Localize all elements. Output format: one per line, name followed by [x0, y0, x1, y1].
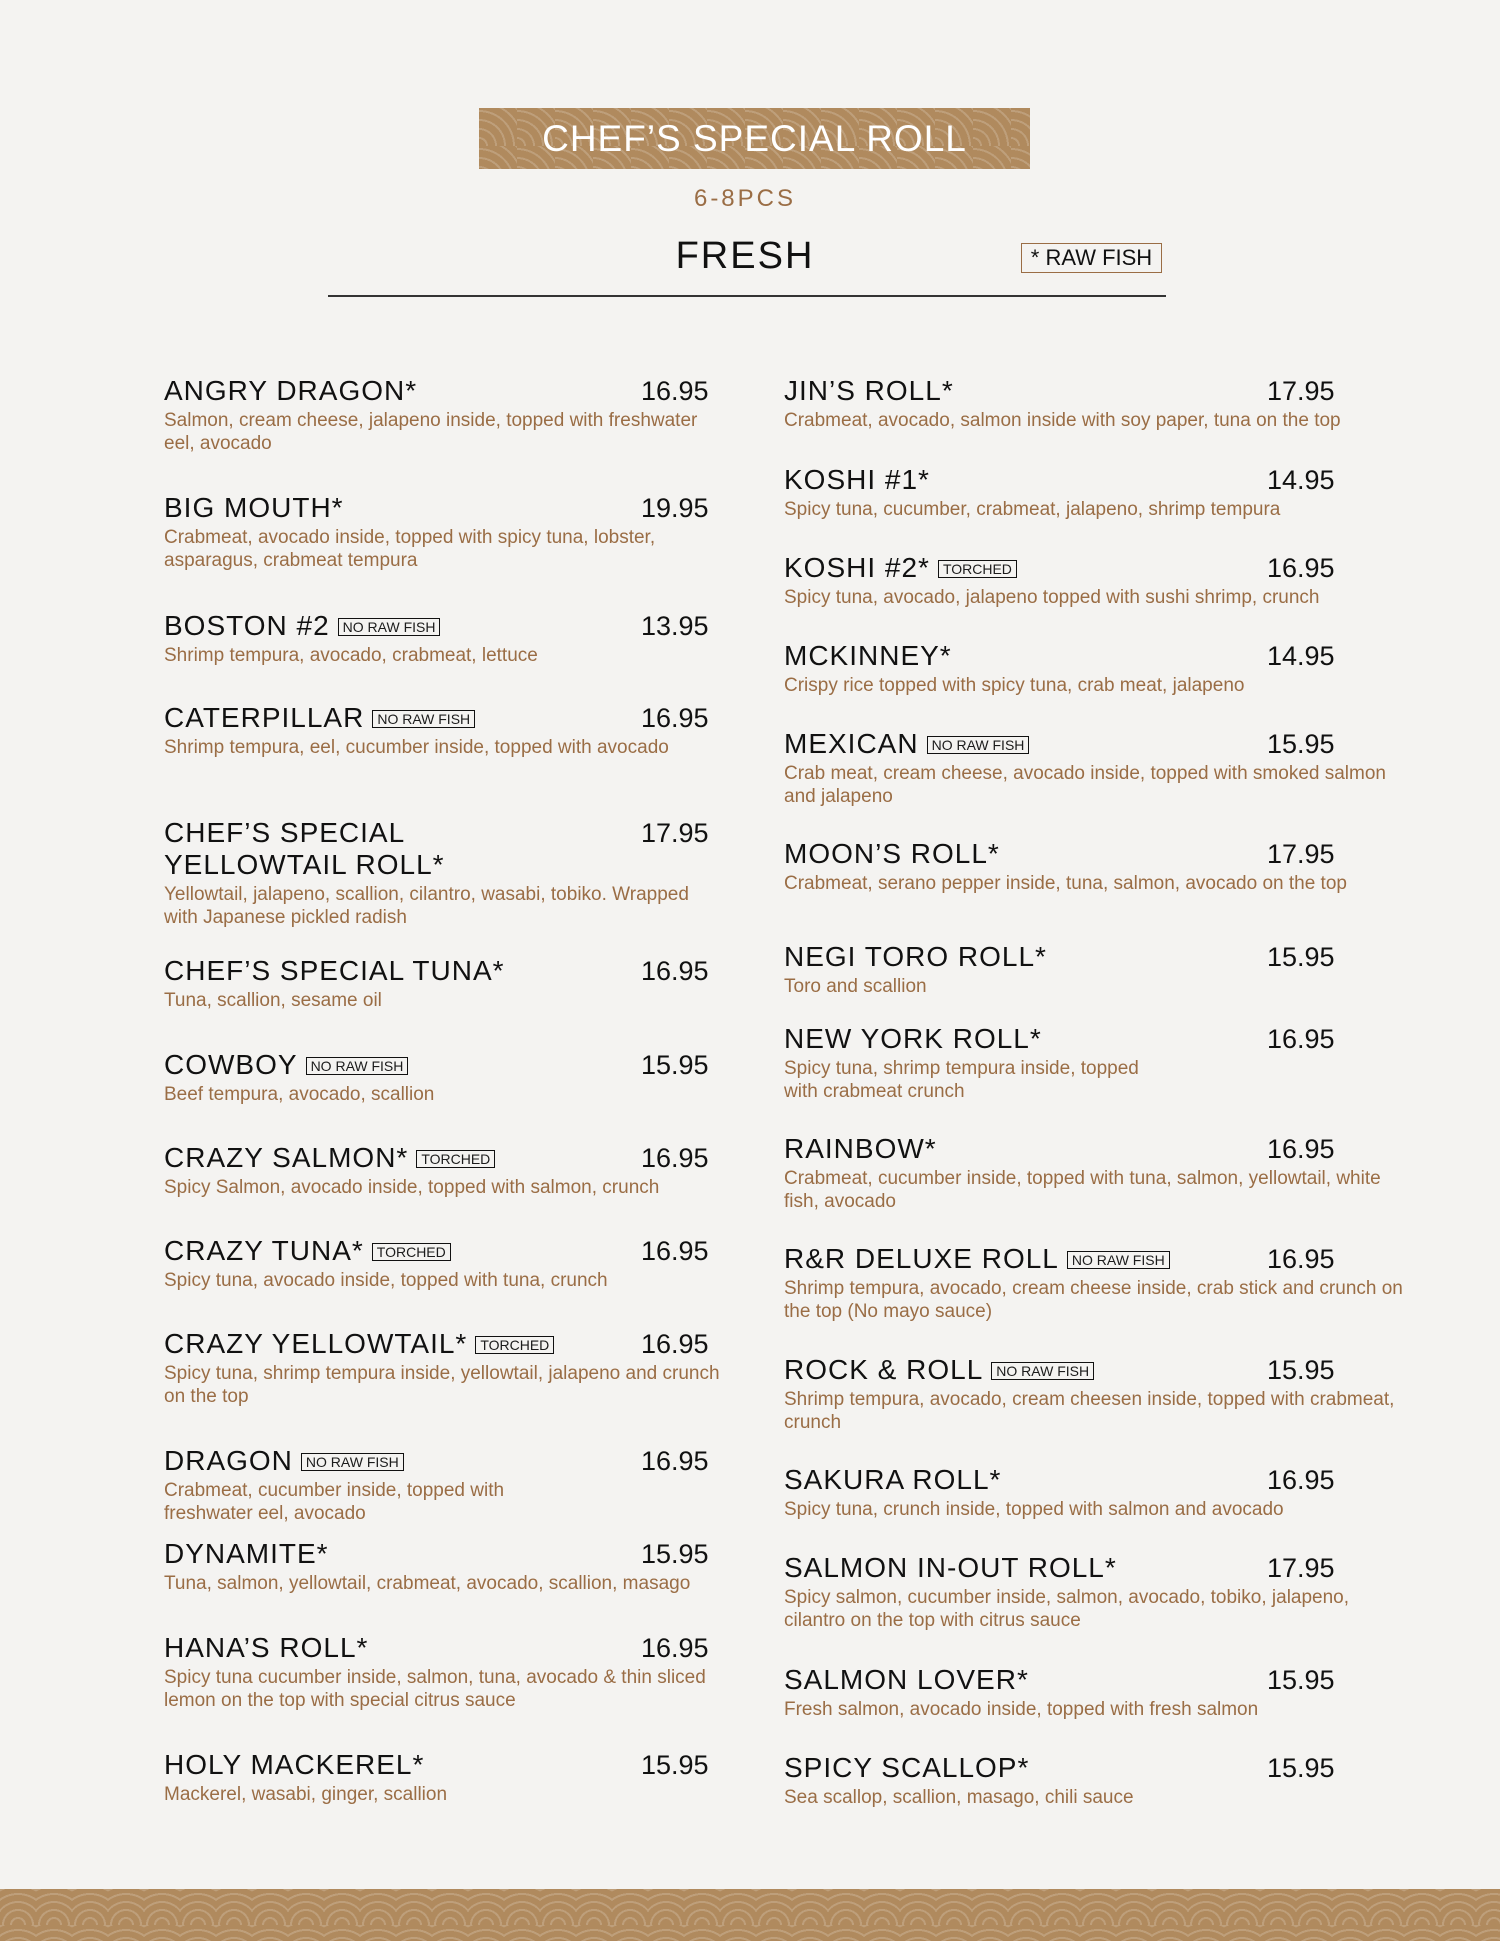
menu-item-price: 14.95 [1267, 641, 1335, 671]
menu-item-header [784, 1243, 1414, 1275]
menu-item [784, 1243, 1414, 1323]
menu-item-name: SPICY SCALLOP* [784, 1752, 1030, 1783]
no-raw-fish-badge: NO RAW FISH [338, 618, 441, 636]
no-raw-fish-badge: NO RAW FISH [301, 1453, 404, 1471]
menu-item-header [164, 817, 724, 881]
no-raw-fish-badge: NO RAW FISH [991, 1362, 1094, 1380]
banner [479, 108, 1030, 169]
menu-item [784, 1464, 1414, 1521]
menu-item [164, 1749, 724, 1806]
torched-badge: TORCHED [938, 560, 1017, 578]
menu-item-name: KOSHI #2* [784, 552, 930, 583]
menu-item-header [784, 1464, 1414, 1496]
menu-item-name: NEW YORK ROLL* [784, 1023, 1042, 1054]
menu-item-name: CHEF’S SPECIAL TUNA* [164, 955, 505, 986]
menu-item-name: RAINBOW* [784, 1133, 937, 1164]
menu-item [164, 492, 724, 572]
menu-item-name: CRAZY TUNA* [164, 1235, 364, 1266]
menu-item-description: Spicy tuna, crunch inside, topped with salmon and avocado [784, 1499, 1284, 1520]
menu-item-description: Spicy tuna, shrimp tempura inside, topped with crabmeat crunch [784, 1058, 1139, 1102]
torched-badge: TORCHED [416, 1150, 495, 1168]
section-title: FRESH [675, 235, 815, 277]
menu-item [784, 640, 1414, 697]
menu-item [164, 1538, 724, 1595]
menu-item-header [164, 1632, 724, 1664]
menu-item-name: MCKINNEY* [784, 640, 952, 671]
no-raw-fish-badge: NO RAW FISH [1067, 1251, 1170, 1269]
menu-item-name: SALMON LOVER* [784, 1664, 1029, 1695]
menu-item-description: Crabmeat, cucumber inside, topped with tuna, salmon, yellowtail, white fish, avocado [784, 1168, 1381, 1212]
menu-item-description: Mackerel, wasabi, ginger, scallion [164, 1784, 448, 1805]
menu-item [164, 1328, 724, 1408]
menu-item-header [164, 955, 724, 987]
menu-item-price: 16.95 [641, 1446, 709, 1476]
menu-item-price: 15.95 [1267, 1355, 1335, 1385]
menu-item-description: Spicy tuna, cucumber, crabmeat, jalapeno, shrimp tempura [784, 499, 1281, 520]
menu-item-name: COWBOY [164, 1049, 298, 1080]
menu-item-price: 15.95 [1267, 942, 1335, 972]
menu-item-description: Tuna, salmon, yellowtail, crabmeat, avocado, scallion, masago [164, 1573, 691, 1594]
menu-item-name: KOSHI #1* [784, 464, 930, 495]
menu-item-header [784, 728, 1414, 760]
menu-item-price: 14.95 [1267, 465, 1335, 495]
menu-item-description: Salmon, cream cheese, jalapeno inside, topped with freshwater eel, avocado [164, 410, 698, 454]
menu-item-header [164, 702, 724, 734]
menu-item-header [784, 640, 1414, 672]
menu-item-price: 16.95 [641, 703, 709, 733]
divider [328, 295, 1166, 297]
raw-fish-legend: * RAW FISH [1021, 243, 1162, 273]
menu-item-name: SAKURA ROLL* [784, 1464, 1002, 1495]
menu-item-header [164, 610, 724, 642]
menu-item-name: CHEF’S SPECIAL YELLOWTAIL ROLL* [164, 817, 445, 880]
menu-item-description: Spicy Salmon, avocado inside, topped with salmon, crunch [164, 1177, 660, 1198]
menu-item-description: Crabmeat, avocado, salmon inside with soy paper, tuna on the top [784, 410, 1341, 431]
menu-item [164, 1632, 724, 1712]
menu-item-price: 19.95 [641, 493, 709, 523]
menu-item-description: Tuna, scallion, sesame oil [164, 990, 382, 1011]
menu-item-description: Crispy rice topped with spicy tuna, crab meat, jalapeno [784, 675, 1245, 696]
menu-item [784, 1023, 1414, 1103]
menu-item-name: CATERPILLAR [164, 702, 365, 733]
menu-item-description: Spicy tuna, shrimp tempura inside, yellowtail, jalapeno and crunch on the top [164, 1363, 720, 1407]
menu-item-price: 16.95 [641, 1236, 709, 1266]
menu-item-header [164, 1445, 724, 1477]
menu-item-header [784, 1133, 1414, 1165]
no-raw-fish-badge: NO RAW FISH [927, 736, 1030, 754]
menu-item-description: Toro and scallion [784, 976, 927, 997]
menu-item-name: DRAGON [164, 1445, 293, 1476]
menu-item-header [164, 1142, 724, 1174]
menu-item-description: Shrimp tempura, avocado, cream cheesen inside, topped with crabmeat, crunch [784, 1389, 1395, 1433]
torched-badge: TORCHED [475, 1336, 554, 1354]
menu-item-header [164, 1749, 724, 1781]
menu-item-price: 16.95 [1267, 1024, 1335, 1054]
menu-item-header [784, 1023, 1414, 1055]
menu-item-header [784, 838, 1414, 870]
menu-item [784, 552, 1414, 609]
menu-item-description: Crab meat, cream cheese, avocado inside, topped with smoked salmon and jalapeno [784, 763, 1386, 807]
menu-item-description: Crabmeat, avocado inside, topped with spicy tuna, lobster, asparagus, crabmeat tempura [164, 527, 656, 571]
menu-item [164, 1445, 724, 1525]
menu-item-name: CRAZY YELLOWTAIL* [164, 1328, 468, 1359]
menu-item-price: 16.95 [641, 376, 709, 406]
menu-item-header [164, 1538, 724, 1570]
menu-item-header [784, 464, 1414, 496]
menu-item-description: Shrimp tempura, avocado, crabmeat, lettuce [164, 645, 538, 666]
menu-item-name: ROCK & ROLL [784, 1354, 984, 1385]
menu-item [784, 375, 1414, 432]
menu-item-description: Spicy tuna, avocado, jalapeno topped with sushi shrimp, crunch [784, 587, 1320, 608]
menu-item [784, 838, 1414, 895]
pieces-count: 6-8PCS [693, 185, 797, 212]
menu-item-price: 16.95 [1267, 1465, 1335, 1495]
no-raw-fish-badge: NO RAW FISH [306, 1057, 409, 1075]
menu-item-name: R&R DELUXE ROLL [784, 1243, 1059, 1274]
menu-item-description: Crabmeat, serano pepper inside, tuna, salmon, avocado on the top [784, 873, 1347, 894]
menu-item-price: 15.95 [641, 1539, 709, 1569]
menu-item-price: 17.95 [641, 818, 709, 848]
menu-item-description: Yellowtail, jalapeno, scallion, cilantro, wasabi, tobiko. Wrapped with Japanese pickled radish [164, 884, 689, 928]
menu-item [784, 464, 1414, 521]
menu-item [164, 610, 724, 667]
menu-item [164, 702, 724, 759]
torched-badge: TORCHED [372, 1243, 451, 1261]
menu-item-header [784, 1664, 1414, 1696]
menu-item-price: 16.95 [641, 956, 709, 986]
menu-item-name: MEXICAN [784, 728, 919, 759]
menu-item-header [784, 941, 1414, 973]
menu-item-header [164, 375, 724, 407]
menu-item-description: Beef tempura, avocado, scallion [164, 1084, 435, 1105]
menu-item-price: 16.95 [641, 1633, 709, 1663]
menu-item-price: 17.95 [1267, 376, 1335, 406]
menu-item-price: 17.95 [1267, 1553, 1335, 1583]
banner-title: CHEF’S SPECIAL ROLL [542, 117, 967, 159]
menu-item [784, 1133, 1414, 1213]
menu-item-name: DYNAMITE* [164, 1538, 329, 1569]
menu-item-price: 16.95 [1267, 553, 1335, 583]
menu-item-price: 13.95 [641, 611, 709, 641]
menu-item-price: 16.95 [1267, 1134, 1335, 1164]
no-raw-fish-badge: NO RAW FISH [372, 710, 475, 728]
menu-item-price: 17.95 [1267, 839, 1335, 869]
menu-item-name: HANA’S ROLL* [164, 1632, 369, 1663]
menu-item-price: 15.95 [1267, 729, 1335, 759]
menu-item-description: Spicy tuna, avocado inside, topped with tuna, crunch [164, 1270, 608, 1291]
menu-item-price: 15.95 [1267, 1753, 1335, 1783]
menu-item [784, 728, 1414, 808]
menu-item-price: 16.95 [641, 1329, 709, 1359]
menu-item-price: 15.95 [641, 1050, 709, 1080]
menu-item [784, 1752, 1414, 1809]
menu-item-name: ANGRY DRAGON* [164, 375, 418, 406]
menu-item-description: Sea scallop, scallion, masago, chili sauce [784, 1787, 1134, 1808]
menu-item-name: NEGI TORO ROLL* [784, 941, 1047, 972]
menu-item-name: CRAZY SALMON* [164, 1142, 409, 1173]
menu-item-header [784, 1752, 1414, 1784]
menu-item [784, 941, 1414, 998]
menu-item-price: 16.95 [1267, 1244, 1335, 1274]
menu-item-header [164, 1328, 724, 1360]
menu-item-name: SALMON IN-OUT ROLL* [784, 1552, 1117, 1583]
menu-item-header [784, 552, 1414, 584]
menu-item-header [164, 1049, 724, 1081]
menu-item-name: JIN’S ROLL* [784, 375, 954, 406]
menu-item [164, 1235, 724, 1292]
menu-item [164, 1142, 724, 1199]
menu-item-description: Spicy tuna cucumber inside, salmon, tuna, avocado & thin sliced lemon on the top with special citrus sauce [164, 1667, 706, 1711]
menu-item-description: Shrimp tempura, eel, cucumber inside, topped with avocado [164, 737, 669, 758]
menu-item [164, 817, 724, 929]
menu-item-header [784, 375, 1414, 407]
menu-item-description: Shrimp tempura, avocado, cream cheese inside, crab stick and crunch on the top (No mayo sauce) [784, 1278, 1403, 1322]
menu-item-header [164, 1235, 724, 1267]
menu-item [164, 1049, 724, 1106]
menu-item-description: Fresh salmon, avocado inside, topped with fresh salmon [784, 1699, 1259, 1720]
menu-item-name: MOON’S ROLL* [784, 838, 1000, 869]
menu-item-price: 15.95 [1267, 1665, 1335, 1695]
footer-pattern [0, 1889, 1500, 1941]
menu-item-price: 16.95 [641, 1143, 709, 1173]
menu-item-header [784, 1354, 1414, 1386]
menu-item-name: HOLY MACKEREL* [164, 1749, 425, 1780]
menu-item-name: BIG MOUTH* [164, 492, 344, 523]
menu-item-header [164, 492, 724, 524]
menu-item [784, 1664, 1414, 1721]
menu-item-name: BOSTON #2 [164, 610, 330, 641]
menu-item-description: Crabmeat, cucumber inside, topped with freshwater eel, avocado [164, 1480, 505, 1524]
menu-item [164, 955, 724, 1012]
menu-item-price: 15.95 [641, 1750, 709, 1780]
menu-item [784, 1552, 1414, 1632]
menu-item [784, 1354, 1414, 1434]
menu-item-header [784, 1552, 1414, 1584]
menu-item-description: Spicy salmon, cucumber inside, salmon, avocado, tobiko, jalapeno, cilantro on the top with citrus sauce [784, 1587, 1350, 1631]
menu-item [164, 375, 724, 455]
